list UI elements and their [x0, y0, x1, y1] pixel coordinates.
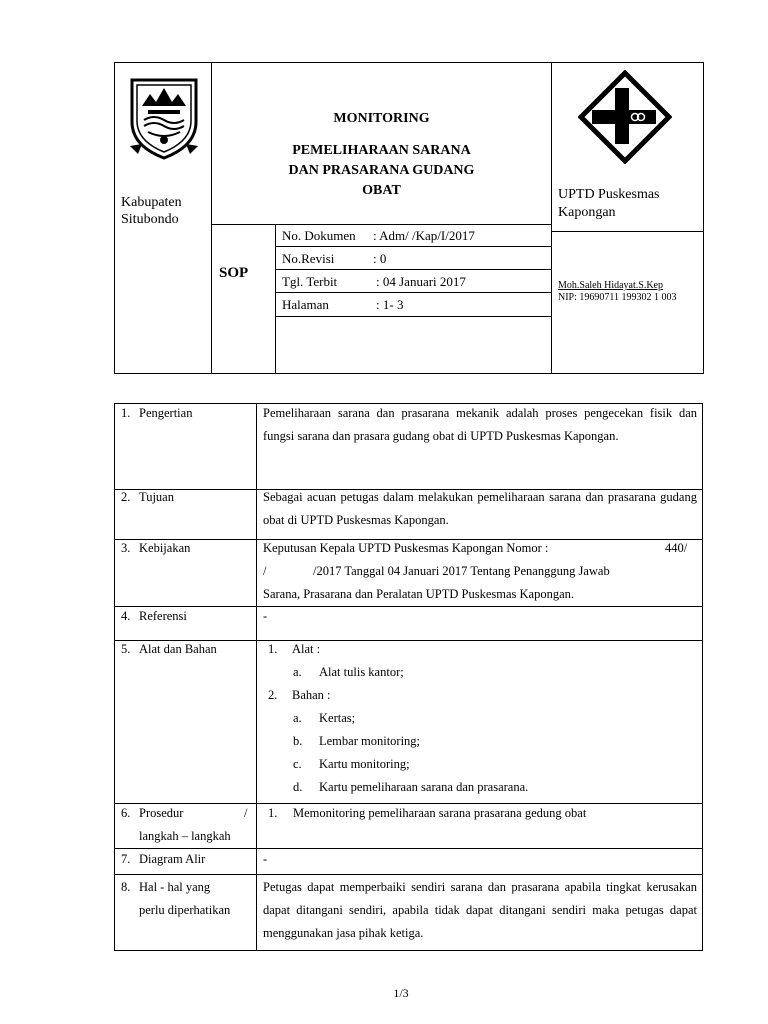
- diagram-text: -: [263, 852, 268, 866]
- bahan-item-letter: d.: [293, 780, 303, 794]
- alat-group-num: 1.: [268, 642, 278, 656]
- bahan-item-text: Kertas;: [319, 711, 356, 725]
- prosedur-step-text: Memonitoring pemeliharaan sarana prasarana gedung obat: [293, 806, 587, 820]
- page-title-line2: PEMELIHARAAN SARANA: [292, 143, 471, 158]
- bahan-item-text: Kartu monitoring;: [319, 757, 410, 771]
- tujuan-text: Sebagai acuan petugas dalam melakukan pemeliharaan sarana dan prasarana gudang obat di UPTD Puskesmas Kapongan.: [263, 490, 697, 527]
- pengertian-label: Pengertian: [139, 406, 193, 420]
- hal-num: 8.: [121, 880, 131, 894]
- referensi-num: 4.: [121, 609, 131, 623]
- pengertian-num: 1.: [121, 406, 131, 420]
- page-title-line3: DAN PRASARANA GUDANG: [288, 163, 475, 178]
- bahan-item-letter: b.: [293, 734, 303, 748]
- referensi-text: -: [263, 609, 268, 623]
- hal-label-line1: Hal - hal yang: [139, 880, 211, 894]
- alat-item-letter: a.: [293, 665, 302, 679]
- bahan-item-letter: c.: [293, 757, 302, 771]
- bahan-item-text: Kartu pemeliharaan sarana dan prasarana.: [319, 780, 529, 794]
- alat-group-title: Alat :: [292, 642, 321, 656]
- bahan-group-num: 2.: [268, 688, 278, 702]
- bahan-group-title: Bahan :: [292, 688, 331, 702]
- kebijakan-line3: Sarana, Prasarana dan Peralatan UPTD Puskesmas Kapongan.: [263, 587, 575, 601]
- revision-value: : 0: [373, 251, 387, 266]
- kebijakan-line2b: /2017 Tanggal 04 Januari 2017 Tentang Penanggung Jawab: [313, 564, 610, 578]
- alat-bahan-num: 5.: [121, 642, 131, 656]
- publish-date-value: : 04 Januari 2017: [376, 274, 466, 289]
- alat-item-text: Alat tulis kantor;: [319, 665, 404, 679]
- page-number: 1/3: [393, 986, 409, 1000]
- bahan-item-text: Lembar monitoring;: [319, 734, 421, 748]
- kebijakan-line1a: Keputusan Kepala UPTD Puskesmas Kapongan Nomor :: [263, 541, 549, 555]
- kebijakan-line2a: /: [263, 564, 267, 578]
- signer-name: Moh.Saleh Hidayat.S.Kep: [558, 280, 663, 291]
- page-title-line1: MONITORING: [333, 111, 430, 126]
- referensi-label: Referensi: [139, 609, 187, 623]
- left-org-line1: Kabupaten: [121, 195, 182, 210]
- kabupaten-situbondo-logo: [126, 74, 202, 160]
- diagram-label: Diagram Alir: [139, 852, 206, 866]
- publish-date-label: Tgl. Terbit: [282, 274, 338, 289]
- right-org-line1: UPTD Puskesmas: [558, 187, 660, 202]
- doc-number-value: : Adm/ /Kap/I/2017: [373, 228, 475, 243]
- prosedur-step-num: 1.: [268, 806, 278, 820]
- page-count-value: : 1- 3: [376, 297, 404, 312]
- signer-nip: NIP: 19690711 199302 1 003: [558, 292, 677, 303]
- sop-label: SOP: [219, 265, 249, 281]
- diagram-num: 7.: [121, 852, 131, 866]
- prosedur-num: 6.: [121, 806, 131, 820]
- prosedur-label-line1: Prosedur: [139, 806, 184, 820]
- kebijakan-label: Kebijakan: [139, 541, 191, 555]
- doc-number-label: No. Dokumen: [282, 228, 356, 243]
- alat-bahan-label: Alat dan Bahan: [139, 642, 217, 656]
- left-org-line2: Situbondo: [121, 212, 179, 227]
- tujuan-label: Tujuan: [139, 490, 174, 504]
- bahan-item-letter: a.: [293, 711, 302, 725]
- page-title-line4: OBAT: [362, 183, 401, 198]
- kebijakan-num: 3.: [121, 541, 131, 555]
- hal-label-line2: perlu diperhatikan: [139, 903, 231, 917]
- prosedur-label-slash: /: [244, 806, 248, 820]
- right-org-line2: Kapongan: [558, 205, 616, 220]
- prosedur-label-line2: langkah – langkah: [139, 829, 231, 843]
- hal-text: Petugas dapat memperbaiki sendiri sarana dan prasarana apabila tingkat kerusakan dapat ditangani sendiri, apabila tidak dapat ditangani sendiri maka petugas dapat menggunakan jasa pihak ketiga.: [263, 880, 697, 940]
- tujuan-num: 2.: [121, 490, 131, 504]
- pengertian-text: Pemeliharaan sarana dan prasarana mekanik adalah proses pengecekan fisik dan fungsi sarana dan prasara gudang obat di UPTD Puskesmas Kapongan.: [263, 406, 697, 443]
- page-count-label: Halaman: [282, 297, 329, 312]
- puskesmas-logo: [578, 70, 672, 164]
- kebijakan-line1b: 440/: [665, 541, 688, 555]
- revision-label: No.Revisi: [282, 251, 335, 266]
